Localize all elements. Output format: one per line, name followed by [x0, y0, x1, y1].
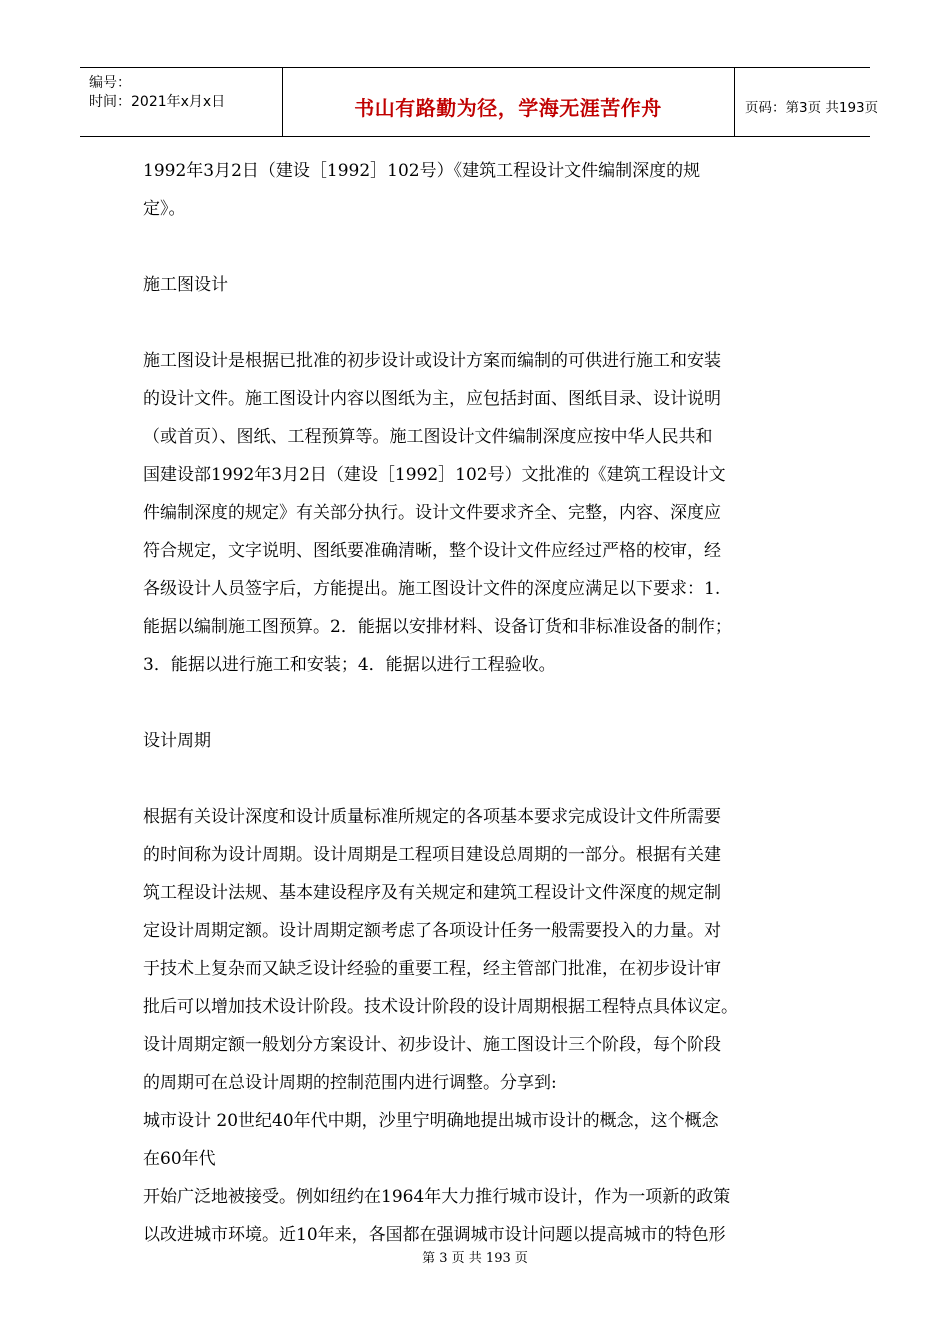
text-line: 的周期可在总设计周期的控制范围内进行调整。分享到:	[143, 1073, 557, 1093]
text-line: 的设计文件。施工图设计内容以图纸为主，应包括封面、图纸目录、设计说明	[143, 389, 721, 409]
text-line: 的时间称为设计周期。设计周期是工程项目建设总周期的一部分。根据有关建	[143, 845, 721, 865]
paragraph	[143, 342, 813, 684]
text-line: 符合规定，文字说明、图纸要准确清晰，整个设计文件应经过严格的校审，经	[143, 541, 721, 561]
text-line: 于技术上复杂而又缺乏设计经验的重要工程，经主管部门批准，在初步设计审	[143, 959, 721, 979]
text-line: 设计周期	[143, 731, 211, 751]
text-line: 在60年代	[143, 1149, 216, 1169]
text-line: 国建设部1992年3月2日（建设［1992］102号）文批准的《建筑工程设计文	[143, 465, 726, 485]
header-page-cell	[735, 68, 879, 136]
page-header	[80, 67, 879, 137]
text-line: 定》。	[143, 199, 186, 219]
header-meta-cell	[80, 68, 283, 136]
header-motto: 书山有路勤为径，学海无涯苦作舟	[354, 96, 662, 120]
text-line: （或首页）、图纸、工程预算等。施工图设计文件编制深度应按中华人民共和	[143, 427, 713, 447]
header-page-number: 页码：第3页 共193页	[745, 100, 879, 116]
text-line: 批后可以增加技术设计阶段。技术设计阶段的设计周期根据工程特点具体议定。	[143, 997, 738, 1017]
text-line: 根据有关设计深度和设计质量标准所规定的各项基本要求完成设计文件所需要	[143, 807, 721, 827]
text-line: 筑工程设计法规、基本建设程序及有关规定和建筑工程设计文件深度的规定制	[143, 883, 721, 903]
paragraph-gap	[143, 760, 813, 798]
text-line: 城市设计 20世纪40年代中期，沙里宁明确地提出城市设计的概念，这个概念	[143, 1111, 719, 1131]
page-footer: 第 3 页 共 193 页	[422, 1251, 528, 1266]
paragraph-gap	[143, 228, 813, 266]
text-line: 施工图设计是根据已批准的初步设计或设计方案而编制的可供进行施工和安装	[143, 351, 721, 371]
doc-time-label: 时间：2021年x月x日	[89, 94, 226, 110]
paragraph-gap	[143, 304, 813, 342]
text-line: 件编制深度的规定》有关部分执行。设计文件要求齐全、完整，内容、深度应	[143, 503, 721, 523]
text-line: 设计周期定额一般划分方案设计、初步设计、施工图设计三个阶段，每个阶段	[143, 1035, 721, 1055]
paragraph	[143, 152, 813, 228]
text-line: 以改进城市环境。近10年来，各国都在强调城市设计问题以提高城市的特色形	[143, 1225, 726, 1245]
doc-number-label: 编号：	[89, 75, 131, 91]
text-line: 能据以编制施工图预算。2．能据以安排材料、设备订货和非标准设备的制作；	[143, 617, 732, 637]
text-line: 各级设计人员签字后，方能提出。施工图设计文件的深度应满足以下要求：1.	[143, 579, 721, 599]
section-heading	[143, 266, 813, 304]
paragraph	[143, 798, 813, 1254]
section-heading	[143, 722, 813, 760]
paragraph-gap	[143, 684, 813, 722]
text-line: 定设计周期定额。设计周期定额考虑了各项设计任务一般需要投入的力量。对	[143, 921, 721, 941]
text-line: 3．能据以进行施工和安装；4．能据以进行工程验收。	[143, 655, 556, 675]
text-line: 施工图设计	[143, 275, 228, 295]
document-body	[143, 152, 813, 1254]
text-line: 开始广泛地被接受。例如纽约在1964年大力推行城市设计，作为一项新的政策	[143, 1187, 731, 1207]
header-motto-cell	[282, 68, 735, 136]
text-line: 1992年3月2日（建设［1992］102号）《建筑工程设计文件编制深度的规	[143, 161, 701, 181]
